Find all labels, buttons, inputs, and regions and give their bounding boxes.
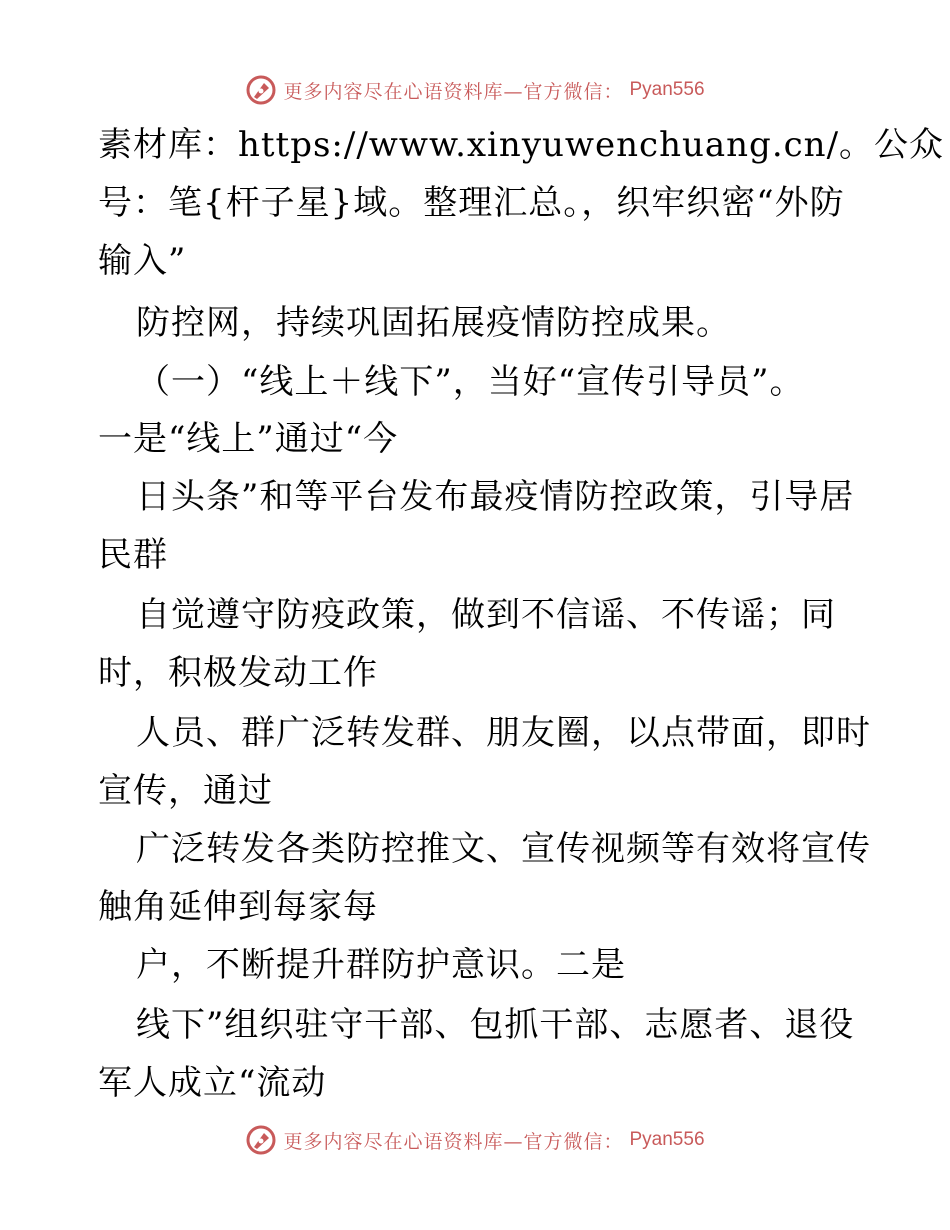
text-line: 号：笔{杆子星}域。整理汇总。，织牢织密“外防 bbox=[98, 183, 845, 223]
footer-watermark bbox=[0, 1120, 950, 1160]
watermark-text: 更多内容尽在心语资料库—官方微信： bbox=[283, 1130, 624, 1153]
pen-nib-logo-icon bbox=[245, 74, 277, 106]
text-line: （一）“线上＋线下”，当好“宣传引导员”。 bbox=[136, 362, 805, 402]
text-line: 民群 bbox=[98, 535, 168, 575]
text-line: 时，积极发动工作 bbox=[98, 653, 378, 693]
text-line: 宣传，通过 bbox=[98, 771, 273, 811]
text-line: 自觉遵守防疫政策，做到不信谣、不传谣；同 bbox=[136, 595, 836, 635]
text-line: 素材库：https://www.xinyuwenchuang.cn/。公众 bbox=[98, 125, 945, 165]
text-line: 军人成立“流动 bbox=[98, 1063, 327, 1103]
text-line: 输入” bbox=[98, 241, 187, 281]
text-line: 户，不断提升群防护意识。二是 bbox=[136, 945, 626, 985]
text-line: 线下”组织驻守干部、包抓干部、志愿者、退役 bbox=[136, 1005, 855, 1045]
text-line: 触角延伸到每家每 bbox=[98, 887, 378, 927]
header-watermark-inner bbox=[245, 74, 704, 106]
text-line: 日头条”和等平台发布最疫情防控政策，引导居 bbox=[136, 477, 855, 517]
text-line: 一是“线上”通过“今 bbox=[98, 419, 399, 459]
text-line: 防控网，持续巩固拓展疫情防控成果。 bbox=[136, 303, 731, 343]
watermark-text: 更多内容尽在心语资料库—官方微信： bbox=[283, 80, 624, 103]
header-watermark bbox=[0, 70, 950, 110]
watermark-wechat-id: Pyan556 bbox=[629, 79, 705, 100]
text-line: 广泛转发各类防控推文、宣传视频等有效将宣传 bbox=[136, 829, 871, 869]
text-line: 人员、群广泛转发群、朋友圈，以点带面，即时 bbox=[136, 713, 871, 753]
footer-watermark-inner bbox=[245, 1124, 704, 1156]
watermark-wechat-id: Pyan556 bbox=[629, 1129, 705, 1150]
pen-nib-logo-icon bbox=[245, 1124, 277, 1156]
